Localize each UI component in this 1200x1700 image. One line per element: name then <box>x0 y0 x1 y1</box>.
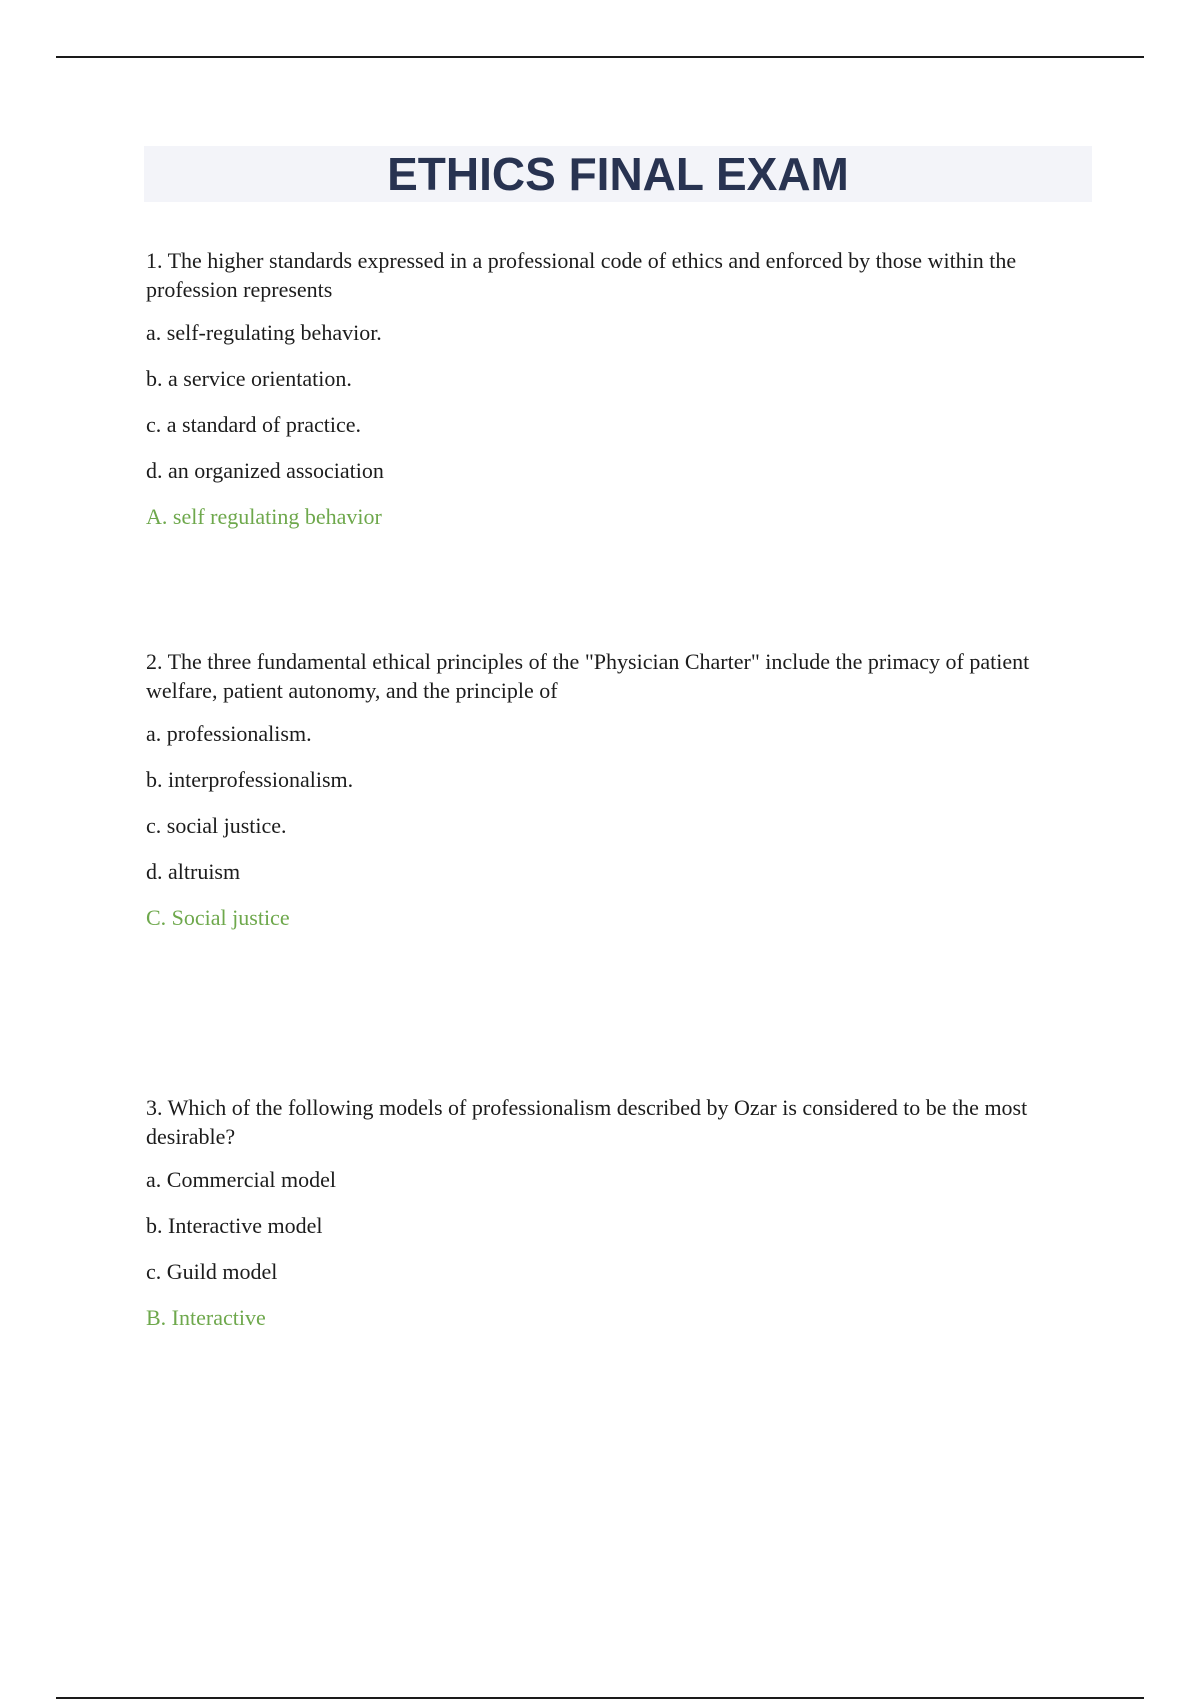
question-1 <box>146 246 1086 531</box>
question-stem: 3. Which of the following models of professionalism described by Ozar is considered to be the most desirable? <box>146 1095 1028 1149</box>
option-a: a. self-regulating behavior. <box>146 320 382 345</box>
top-rule <box>56 56 1144 58</box>
answer-key: A. self regulating behavior <box>146 504 382 529</box>
question-stem: 2. The three fundamental ethical principles of the "Physician Charter" include the primacy of patient welfare, patient autonomy, and the principle of <box>146 649 1030 703</box>
answer-key: C. Social justice <box>146 905 290 930</box>
option-d: d. altruism <box>146 859 241 884</box>
question-stem: 1. The higher standards expressed in a professional code of ethics and enforced by those within the profession represents <box>146 248 1017 302</box>
question-2 <box>146 647 1086 932</box>
option-b: b. interprofessionalism. <box>146 767 354 792</box>
title-banner <box>144 146 1092 202</box>
question-3 <box>146 1093 1086 1332</box>
option-b: b. a service orientation. <box>146 366 352 391</box>
option-d: d. an organized association <box>146 458 384 483</box>
option-a: a. Commercial model <box>146 1167 336 1192</box>
answer-key: B. Interactive <box>146 1305 266 1330</box>
option-a: a. professionalism. <box>146 721 312 746</box>
option-c: c. Guild model <box>146 1259 278 1284</box>
page-title: ETHICS FINAL EXAM <box>387 148 849 200</box>
bottom-rule <box>56 1697 1144 1699</box>
option-c: c. a standard of practice. <box>146 412 361 437</box>
option-b: b. Interactive model <box>146 1213 323 1238</box>
option-c: c. social justice. <box>146 813 287 838</box>
